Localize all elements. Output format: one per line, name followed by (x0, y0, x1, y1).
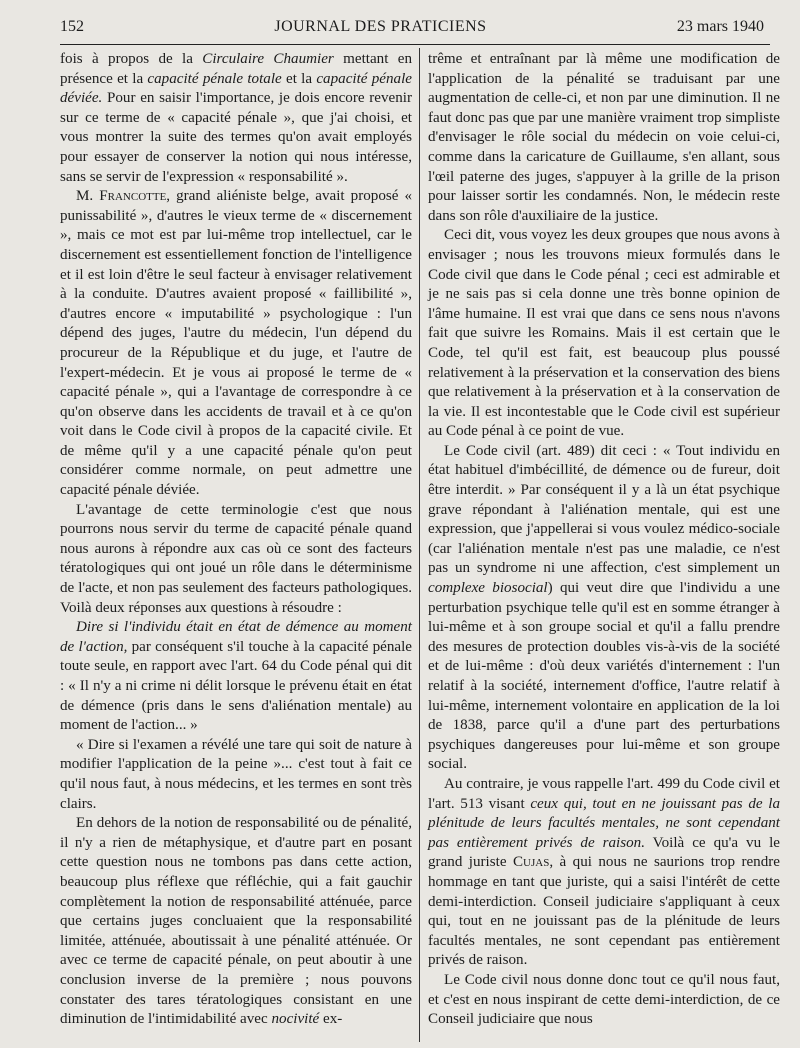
right-column (428, 50, 780, 1030)
text-run: M. (76, 188, 100, 205)
paragraph (428, 50, 780, 226)
text-run: Au contraire, je vous rappelle l'art. 499 du Code civil et l'art. 513 visant (428, 775, 780, 812)
paragraph (428, 226, 780, 442)
paragraph (60, 501, 412, 619)
text-run: « Dire si l'examen a révélé une tare qui soit de nature à modifier l'application de la peine »... c'est tout à fait ce qu'il nous faut, à nous médecins, et les termes en sont très clairs. (60, 736, 412, 812)
text-run: Pour en saisir l'importance, je dois encore revenir sur ce terme de « capacité pénale », que j'ai choisi, et vous montrer la suite des termes qu'on avait employés pour essayer de conserver la notion qui nous intéresse, sans se servir de l'expression « responsabilité ». (60, 90, 412, 185)
paragraph (428, 442, 780, 775)
text-run: fois à propos de la (60, 51, 203, 67)
text-run: L'avantage de cette terminologie c'est que nous pourrons nous servir du terme de capacité pénale quand nous aurons à répondre aux cas où ce sont des facteurs tératologiques qui ont joué un rôle dans le déterminisme de l'acte, et non pas seulement des facteurs pathologiques. Voilà deux réponses aux questions à résoudre : (60, 501, 412, 616)
italic-run: Circulaire Chaumier (202, 51, 334, 67)
paragraph (60, 50, 412, 187)
italic-run: capacité pénale déviée. (60, 70, 412, 107)
text-run: Le Code civil (art. 489) dit ceci : « Tout individu en état habituel d'imbécillité, de démence ou de fureur, doit être interdit. » Par conséquent il y a là un état psychique grave répondant à l'aliénation mentale, qui est une expression, que j'appellerai si vous voulez médico-sociale (car l'aliénation mentale n'est pas une maladie, ce n'est pas un syndrome ni une affection, c'est simplement un (428, 442, 780, 577)
page-header (60, 18, 764, 44)
author-name: Francotte (99, 188, 167, 205)
journal-title: JOURNAL DES PRATICIENS (274, 18, 487, 35)
text-run: et la (281, 70, 317, 87)
italic-run: ceux qui, tout en ne jouissant pas de la plénitude de leurs facultés mentales, ne sont cependant pas entièrement privés de raison. (428, 795, 780, 851)
italic-run: Dire si l'individu était en état de démence au moment de l'action, (60, 619, 412, 655)
paragraph (60, 814, 412, 1030)
issue-date: 23 mars 1940 (676, 18, 764, 35)
paragraph (428, 775, 780, 971)
text-run: Ceci dit, vous voyez les deux groupes que nous avons à envisager ; nous les trouvons mieux formulés dans le Code civil que dans le Code pénal ; ceci est admirable et je ne sais pas si cela donne une très bonne opinion de l'âme humaine. Il est vrai que dans ce sens nous n'avons fait que suivre les Romains. Mais il est certain que le Code, tel qu'il est fait, est beaucoup plus poussé relativement à la préservation et la conservation des biens que relativement à la préservation et à la conservation de la vie. Il est incontestable que le Code civil est supérieur au Code pénal à ce point de vue. (428, 227, 780, 440)
text-run: En dehors de la notion de responsabilité ou de pénalité, il n'y a rien de métaphysique, et d'autre part en posant cette question nous ne tombons pas dans cette action, beaucoup plus réflexe que réfléchie, qui a fait gauchir complètement la notion de responsabilité atténuée, parce que certains juges concluaient que la responsabilité limitée, atténuée, aboutissait à une pénalité atténuée. Or avec ce terme de capacité pénale, on peut aboutir à une conclusion inverse de la première ; nous pouvons constater des tares tératologiques consistant en une diminution de l'intimidabilité avec (60, 815, 412, 1028)
text-run: ex- (319, 1011, 343, 1028)
paragraph (428, 971, 780, 1030)
italic-run: capacité pénale totale (147, 70, 282, 87)
text-run: Voilà ce qu'a vu le grand juriste (428, 834, 780, 871)
text-run: ) qui veut dire que l'individu a une perturbation psychique telle qu'il est en somme étranger à lui-même et à son groupe social et qu'il a fallu prendre des mesures de protection doubles vis-à-vis de la société et de lui-même : d'où deux variétés d'internement : l'un relatif à la société, internement d'office, l'autre relatif à lui-même, internement volontaire en application de la loi de 1838, parce qu'il a d'une part des perturbations psychiques dangereuses pour lui-même et son groupe social. (428, 580, 780, 773)
italic-run: complexe biosocial (428, 580, 548, 597)
header-rule (60, 44, 770, 45)
text-run: , grand aliéniste belge, avait proposé « punissabilité », d'autres le vieux terme de « discernement », mais ce mot est par lui-même trop intellectuel, car le discernement est essentiellement fonction de l'intelligence et il est loin d'être le seul facteur à envisager relativement à la conduite. D'autres avaient proposé « faillibilité », d'autres encore « imputabilité » psychologique : l'un dépend des juges, l'autre du médecin, l'un dépend du procureur de la République et du juge, et l'autre de l'expert-médecin. Et je vous ai proposé le terme de « capacité pénale », qui a l'avantage de correspondre à ce qu'on observe dans les accidents de travail et à ce qu'on voit dans le Code civil à propos de la capacité civile. Et de même qu'il y a une capacité pénale qu'on peut considérer comme normale, on peut admettre une capacité pénale déviée. (60, 188, 413, 499)
italic-run: nocivité (271, 1011, 320, 1028)
page-number: 152 (60, 18, 84, 35)
text-run: , à qui nous ne saurions trop rendre hommage en tant que juriste, qui a saisi l'intérêt de cette demi-interdiction. Conseil judiciaire s'appliquant à ceux qui, tout en ne jouissant pas de la plénitude de leurs facultés mentales, ne sont cependant pas entièrement privés de raison. (428, 854, 780, 969)
text-run: Le Code civil nous donne donc tout ce qu'il nous faut, et c'est en nous inspirant de cette demi-interdiction, de ce Conseil judiciaire que nous (428, 971, 780, 1028)
author-name: Cujas (512, 854, 550, 871)
text-run: par conséquent s'il touche à la capacité pénale toute seule, en rapport avec l'art. 64 du Code pénal qui dit : « Il n'y a ni crime ni délit lorsque le prévenu était en état de démence (pris dans le sens d'aliénation mentale) au moment de l'action... » (60, 638, 412, 734)
column-divider (419, 48, 420, 1042)
paragraph (60, 618, 412, 736)
paragraph (60, 187, 412, 501)
paragraph (60, 736, 412, 814)
text-run: trême et entraînant par là même une modification de l'application de la pénalité se traduisant par une augmentation de celle-ci, et non par une diminution. Il ne faut donc pas que par une manière vraiment trop simpliste d'envisager le rôle social du médecin on voie celui-ci, comme dans la caricature de Guillaume, s'en allant, sous l'œil paterne des juges, s'appuyer à la grille de la prison pour laisser sortir les condamnés. Non, le médecin reste dans son rôle d'auxiliaire de la justice. (428, 51, 780, 224)
left-column (60, 50, 412, 1030)
text-run: mettant en présence et la (60, 51, 413, 87)
